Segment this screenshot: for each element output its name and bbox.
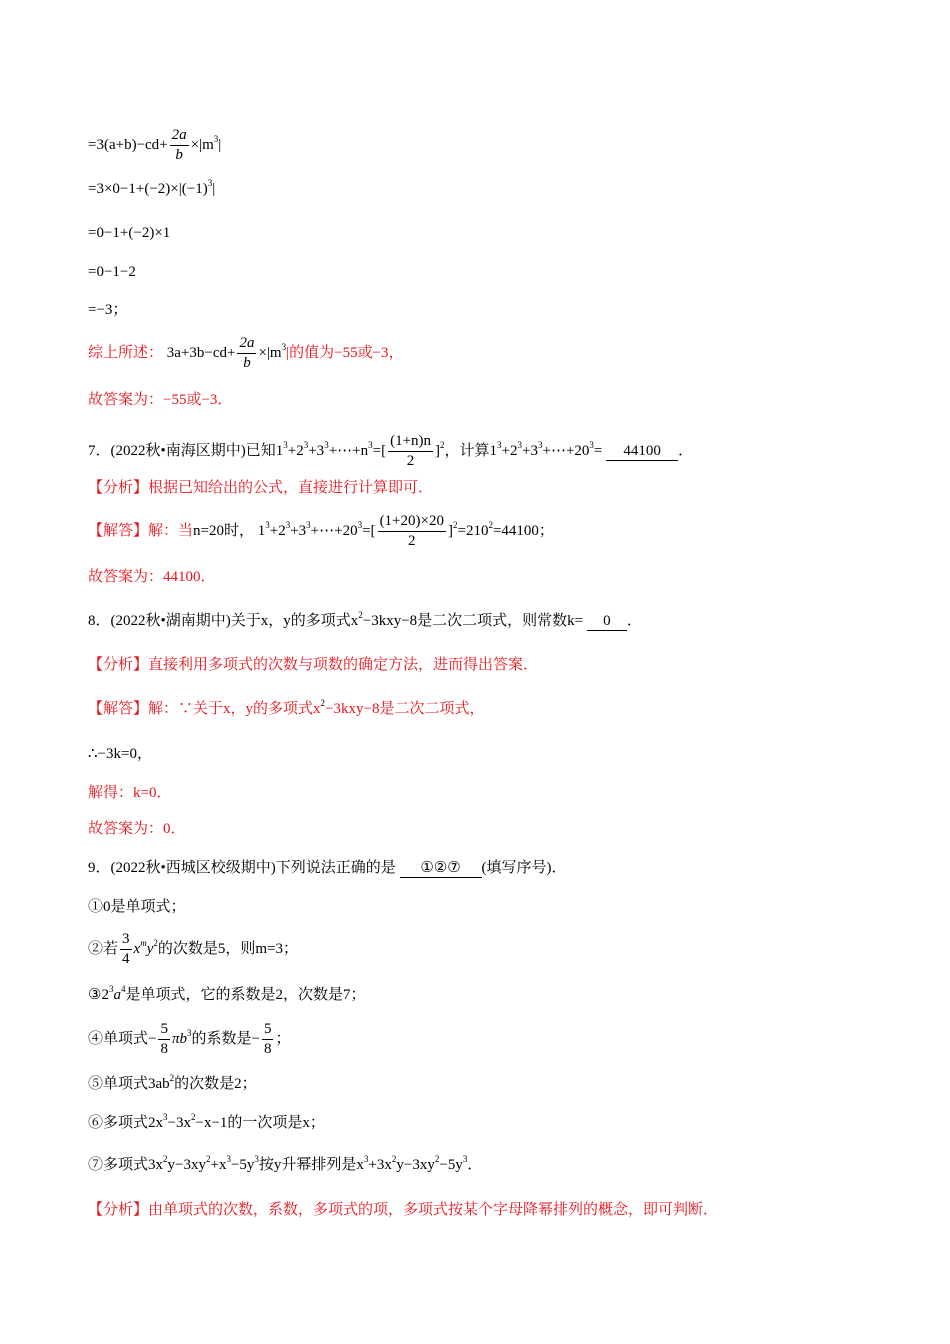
q7-solution: 【解答】解：当n=20时， $1^3+2^3+3^3+\cdots+20^3=$[ $\frac{(1+20)\times 20}{2}$ ]$^2=210^2=44100$； bbox=[88, 513, 554, 549]
q8-analysis: 【分析】直接利用多项式的次数与项数的确定方法，进而得出答案． bbox=[88, 657, 539, 673]
fraction: $\frac{2a}{b}$ bbox=[239, 335, 255, 371]
question-7: 7．(2022秋•南海区期中)已知$1^3+2^3+3^3+\cdots+n^3=$[ $\frac{(1+n)n}{2}$ ]$^2$，计算$1^3+2^3+3^3+\cdots+20^3= 44100$ ． bbox=[88, 433, 694, 469]
answer-blank: ①②⑦ bbox=[400, 859, 482, 878]
fraction: $\frac{(1+n)n}{2}$ bbox=[390, 433, 432, 469]
fraction: $\frac{5}{8}$ bbox=[263, 1021, 272, 1057]
calc-line-3: =0−1+(−2)×1 bbox=[88, 225, 171, 241]
answer-line: 故答案为：−55或−3． bbox=[88, 392, 233, 408]
q8-solve: 解得：k=0． bbox=[88, 785, 172, 801]
calc-line-4: =0−1−2 bbox=[88, 264, 136, 280]
question-9: 9．(2022秋•西城区校级期中)下列说法正确的是 ①②⑦ (填写序号)． bbox=[88, 860, 567, 876]
q8-step: ∴−3k=0， bbox=[88, 746, 152, 762]
q7-analysis: 【分析】根据已知给出的公式，直接进行计算即可． bbox=[88, 480, 434, 496]
summary-line: 综上所述： 3a+3b−cd+ $\frac{2a}{b}$ $\times|m^3|$的值为−55或−3， bbox=[88, 335, 404, 371]
option-4: ④单项式− $\frac{5}{8}$ $\pi b^3$的系数是− $\frac{5}{8}$ ； bbox=[88, 1021, 291, 1057]
q8-final: 故答案为：0． bbox=[88, 821, 186, 837]
q7-final: 故答案为：44100． bbox=[88, 569, 216, 585]
fraction: $\frac{2a}{b}$ bbox=[171, 127, 187, 163]
option-2: ②若 $\frac{3}{4}$ $x^my^2$的次数是5，则m=3； bbox=[88, 931, 298, 967]
fraction: $\frac{5}{8}$ bbox=[160, 1021, 168, 1057]
option-1: ①0是单项式； bbox=[88, 899, 186, 915]
calc-line-2: $=3\times 0-1+(-2)\times|(-1)^3|$ bbox=[88, 178, 216, 197]
answer-blank: 0 bbox=[587, 612, 627, 631]
option-6: ⑥多项式$2x^3-3x^2-x-1$的一次项是x； bbox=[88, 1112, 325, 1131]
fraction: $\frac{3}{4}$ bbox=[122, 931, 130, 967]
calc-line-1: =3(a+b)−cd+ $\frac{2a}{b}$ $\times|m^3|$ bbox=[88, 127, 222, 163]
q8-solution: 【解答】解：∵关于x，y的多项式$x^2-3kxy-8$是二次二项式， bbox=[88, 698, 485, 717]
calc-line-5: =−3； bbox=[88, 302, 128, 318]
q9-analysis: 【分析】由单项式的次数，系数，多项式的项，多项式按某个字母降幂排列的概念，即可判断． bbox=[88, 1202, 719, 1218]
option-3: $③2^3a^4$是单项式，它的系数是2，次数是7； bbox=[88, 984, 366, 1003]
option-7: ⑦多项式$3x^2y-3xy^2+x^3-5y^3$按y升幂排列是$x^3+3x^2y-3xy^2-5y^3$． bbox=[88, 1154, 483, 1173]
option-5: ⑤单项式$3ab^2$的次数是2； bbox=[88, 1073, 257, 1092]
fraction: $\frac{(1+20)\times 20}{2}$ bbox=[379, 513, 444, 549]
answer-blank: 44100 bbox=[606, 442, 678, 461]
question-8: 8．(2022秋•湖南期中)关于x，y的多项式$x^2-3kxy-8$是二次二项式，则常数k= 0 ． bbox=[88, 610, 642, 629]
